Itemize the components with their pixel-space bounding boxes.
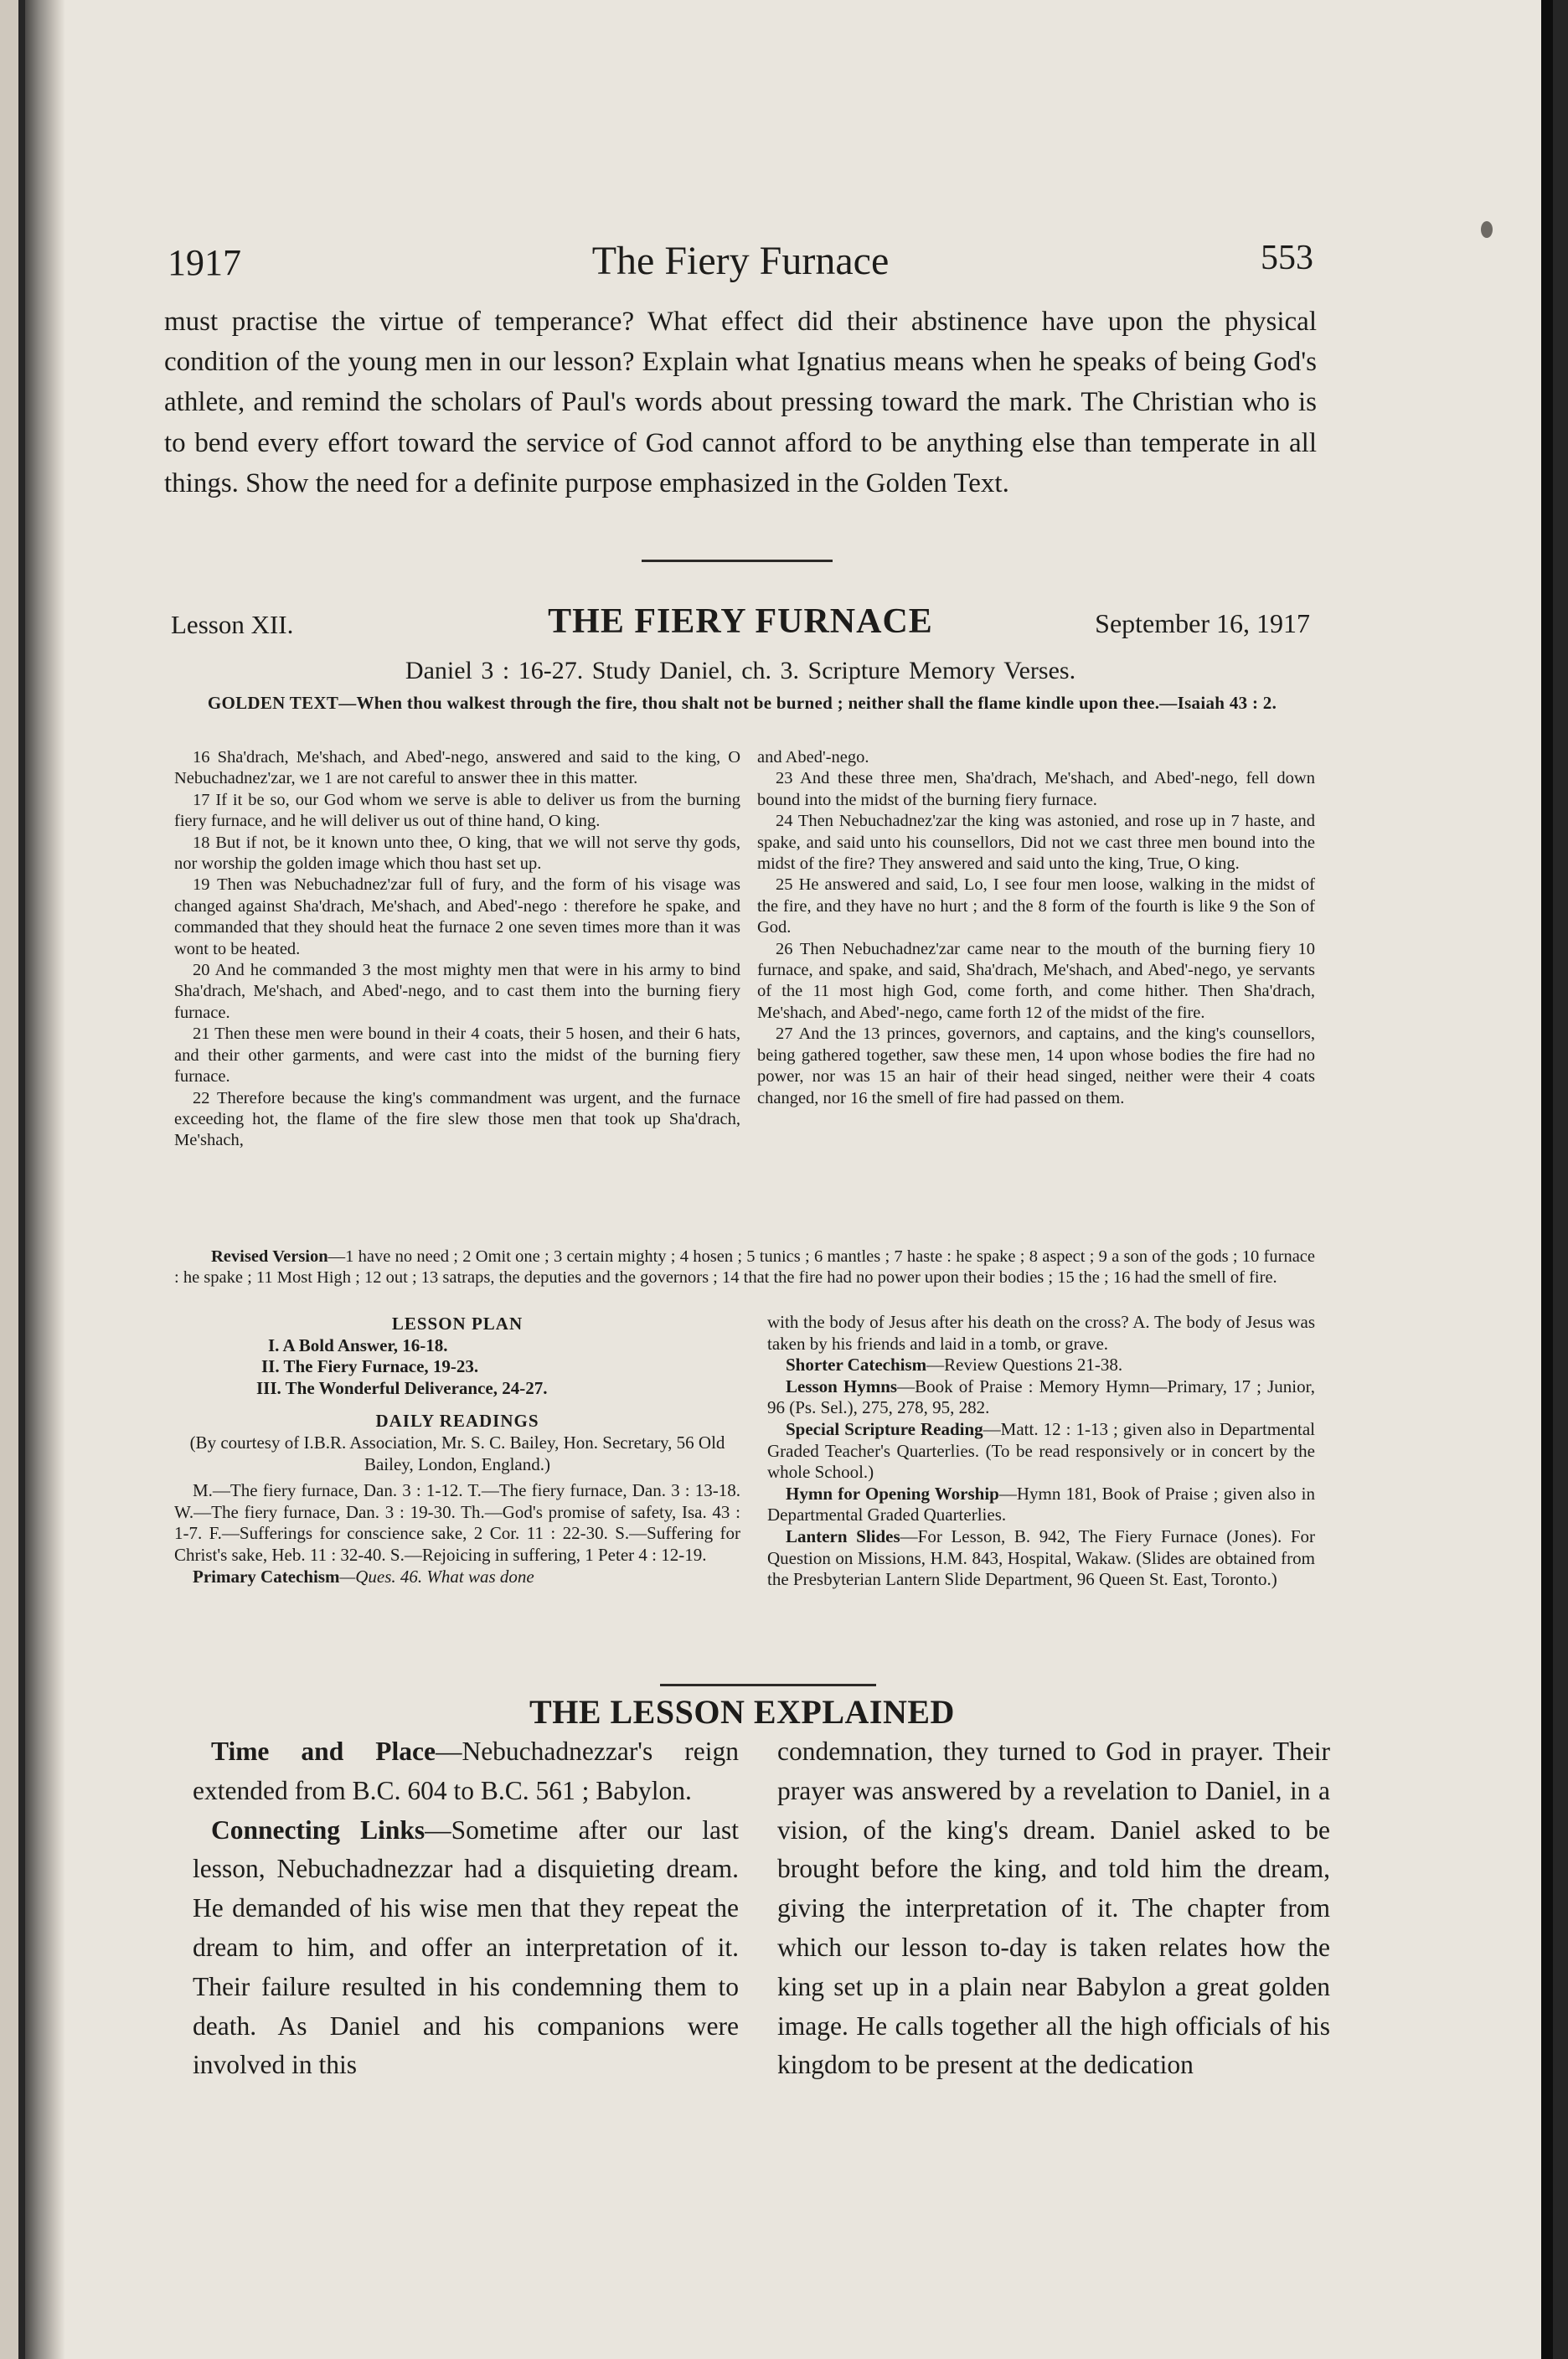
section-divider (642, 560, 833, 562)
running-head (168, 235, 1313, 285)
verse: 18 But if not, be it known unto thee, O king, that we will not serve thy gods, nor worship the golden image which thou hast set up. (174, 833, 740, 874)
revised-version-notes (174, 1247, 1315, 1288)
lesson-plan-and-readings (174, 1314, 740, 1587)
lesson-plan-item: II. The Fiery Furnace, 19-23. (261, 1356, 479, 1377)
primary-catechism-label: Primary Catechism (193, 1566, 340, 1587)
lesson-plan-item: III. The Wonderful Deliverance, 24-27. (256, 1377, 548, 1398)
opening-hymn-text: —Hymn 181, Book of Praise ; given also in Departmental Graded Quarterlies. (767, 1483, 1315, 1525)
opening-hymn-label: Hymn for Opening Worship (786, 1483, 999, 1504)
verse: 27 And the 13 princes, governors, and captains, and the king's counsellors, being gathered together, saw these men, 14 upon whose bodies the fire had no power, nor was 15 an hair of their head singed, neither were their 4 coats changed, nor 16 the smell of fire had passed on them. (757, 1025, 1315, 1107)
lesson-header (171, 601, 1310, 648)
connecting-links-label: Connecting Links (211, 1814, 426, 1845)
right-page-edge (1541, 0, 1553, 2359)
ink-speck (1481, 221, 1493, 238)
revised-version-label: Revised Version (211, 1247, 328, 1266)
running-head-year: 1917 (168, 242, 241, 283)
lesson-hymns-text: —Book of Praise : Memory Hymn—Primary, 17 ; Junior, 96 (Ps. Sel.), 275, 278, 95, 282. (767, 1376, 1315, 1418)
lesson-notes-right (767, 1312, 1315, 1591)
scripture-reference: Daniel 3 : 16-27. Study Daniel, ch. 3. Scripture Memory Verses. (405, 657, 1076, 684)
daily-readings-heading: DAILY READINGS (375, 1411, 539, 1432)
opening-worship-hymn (767, 1484, 1315, 1526)
shorter-catechism-text: —Review Questions 21-38. (926, 1355, 1123, 1376)
connecting-links (193, 1811, 739, 2086)
shorter-catechism-label: Shorter Catechism (786, 1355, 927, 1376)
scripture-column-left (174, 747, 740, 1152)
section-divider (660, 1684, 876, 1686)
verse: 16 Sha'drach, Me'shach, and Abed'-nego, answered and said to the king, O Nebuchadnez'zar, we 1 are not careful to answer thee in this matter. (174, 748, 740, 788)
verse: 22 Therefore because the king's commandment was urgent, and the furnace exceeding hot, the flame of the fire slew those men that took up Sha'drach, Me'shach, (174, 1088, 740, 1150)
verse: 23 And these three men, Sha'drach, Me'shach, and Abed'-nego, fell down bound into the midst of the burning fiery furnace. (757, 769, 1315, 809)
lesson-explained-continuation: condemnation, they turned to God in prayer. Their prayer was answered by a revelation to Daniel, in a vision, of the king's dream. Daniel asked to be brought before the king, and told him the dream, giving the interpretation of it. The chapter from which our lesson to-day is taken relates how the king set up in a plain near Babylon a great golden image. He calls together all the high officials of his kingdom to be present at the dedication (777, 1737, 1330, 2080)
page-number: 553 (1261, 239, 1313, 277)
time-and-place (193, 1732, 739, 1811)
daily-readings-list: M.—The fiery furnace, Dan. 3 : 1-12. T.—The fiery furnace, Dan. 3 : 13-18. W.—The fiery furnace, Dan. 3 : 19-30. Th.—God's promise of safety, Isa. 43 : 1-7. F.—Sufferings for conscience sake, 2 Cor. 11 : 22-30. S.—Suffering for Christ's sake, Heb. 11 : 32-40. S.—Rejoicing in suffering, 1 Peter 4 : 12-19. (174, 1480, 740, 1565)
special-scripture-reading (767, 1419, 1315, 1484)
lesson-date: September 16, 1917 (1095, 608, 1310, 638)
scripture-column-right (757, 747, 1315, 1109)
golden-text: GOLDEN TEXT—When thou walkest through the fire, thou shalt not be burned ; neither shall the flame kindle upon thee.—Isaiah 43 : 2. (207, 693, 1277, 713)
lesson-plan-item: I. A Bold Answer, 16-18. (268, 1334, 448, 1355)
lesson-plan-heading: LESSON PLAN (391, 1314, 524, 1334)
verse: 17 If it be so, our God whom we serve is able to deliver us from the burning fiery furnace, and he will deliver us out of thine hand, O king. (174, 790, 740, 831)
lesson-explained-heading: THE LESSON EXPLAINED (529, 1693, 955, 1731)
verse-continuation: and Abed'-nego. (757, 748, 869, 767)
lesson-number: Lesson XII. (171, 610, 294, 639)
lesson-hymns-label: Lesson Hymns (786, 1376, 898, 1396)
lantern-slides-text: —For Lesson, B. 942, The Fiery Furnace (Jones). For Question on Missions, H.M. 843, Hospital, Wakaw. (Slides are obtained from the Presbyterian Lantern Slide Department, 96 Queen St. East, Toronto.) (767, 1525, 1315, 1590)
time-and-place-label: Time and Place (211, 1737, 436, 1766)
running-head-title: The Fiery Furnace (591, 239, 890, 283)
verse: 19 Then was Nebuchadnez'zar full of fury, and the form of his visage was changed against Sha'drach, Me'shach, and Abed'-nego : therefore he spake, and commanded that they should heat the furnace 2 one seven times more than it was wont to be heated. (174, 875, 740, 958)
verse: 24 Then Nebuchadnez'zar the king was astonied, and rose up in 7 haste, and spake, and said unto his counsellors, Did not we cast three men bound into the midst of the fire? They answered and said unto the king, True, O king. (757, 812, 1315, 874)
verse: 21 Then these men were bound in their 4 coats, their 5 hosen, and their 6 hats, and their other garments, and were cast into the midst of the burning fiery furnace. (174, 1025, 740, 1087)
shorter-catechism (767, 1355, 1315, 1376)
lantern-slides (767, 1526, 1315, 1591)
special-reading-text: —Matt. 12 : 1-13 ; given also in Departmental Graded Teacher's Quarterlies. (To be read responsively or in concert by the whole School.) (767, 1418, 1316, 1483)
verse: 25 He answered and said, Lo, I see four men loose, walking in the midst of the fire, and they have no hurt ; and the 8 form of the fourth is like 9 the Son of God. (757, 875, 1315, 937)
facing-page-edge (0, 0, 18, 2359)
book-gutter-shadow (25, 0, 65, 2359)
connecting-links-text: —Sometime after our last lesson, Nebuchadnezzar had a disquieting dream. He demanded of his wise men that they repeat the dream to him, and offer an interpretation of it. Their failure resulted in his condemning them to death. As Daniel and his companions were involved in this (193, 1814, 739, 2080)
lesson-explained-right-column (777, 1732, 1330, 2085)
primary-catechism-continuation: with the body of Jesus after his death on the cross? A. The body of Jesus was taken by his friends and laid in a tomb, or grave. (767, 1312, 1315, 1354)
daily-readings-courtesy: (By courtesy of I.B.R. Association, Mr. S. C. Bailey, Hon. Secretary, 56 Old Bailey, London, England.) (189, 1432, 725, 1474)
intro-paragraph: must practise the virtue of temperance? What effect did their abstinence have upon the physical condition of the young men in our lesson? Explain what Ignatius means when he speaks of being God's athlete, and remind the scholars of Paul's words about pressing toward the mark. The Christian who is to bend every effort toward the service of God cannot afford to be anything else than temperate in all things. Show the need for a definite purpose emphasized in the Golden Text. (164, 307, 1317, 498)
time-and-place-text: —Nebuchadnezzar's reign extended from B.C. 604 to B.C. 561 ; Babylon. (193, 1737, 739, 1805)
special-reading-label: Special Scripture Reading (786, 1418, 983, 1439)
lantern-slides-label: Lantern Slides (786, 1525, 900, 1546)
verse: 26 Then Nebuchadnez'zar came near to the mouth of the burning fiery 10 furnace, and spake, and said, Sha'drach, Me'shach, and Abed'-nego, ye servants of the 11 most high God, come forth, and come hither. Then Sha'drach, Me'shach, and Abed'-nego, came forth 12 of the midst of the fire. (757, 939, 1315, 1022)
lesson-title: THE FIERY FURNACE (548, 602, 933, 641)
verse: 20 And he commanded 3 the most mighty men that were in his army to bind Sha'drach, Me'shach, and Abed'-nego, and to cast them into the burning fiery furnace. (174, 961, 740, 1022)
primary-catechism (174, 1567, 740, 1588)
revised-version-text: —1 have no need ; 2 Omit one ; 3 certain mighty ; 4 hosen ; 5 tunics ; 6 mantles ; 7 haste : he spake ; 8 aspect ; 9 a son of the gods ; 10 furnace : he spake ; 11 Most High ; 12 out ; 13 satraps, the deputies and the governors ; 14 that the fire had no power upon their bodies ; 15 the ; 16 had the smell of fire. (174, 1247, 1315, 1287)
lesson-explained-left-column (193, 1732, 739, 2085)
primary-catechism-text: —Ques. 46. What was done (339, 1566, 534, 1587)
lesson-hymns (767, 1376, 1315, 1419)
